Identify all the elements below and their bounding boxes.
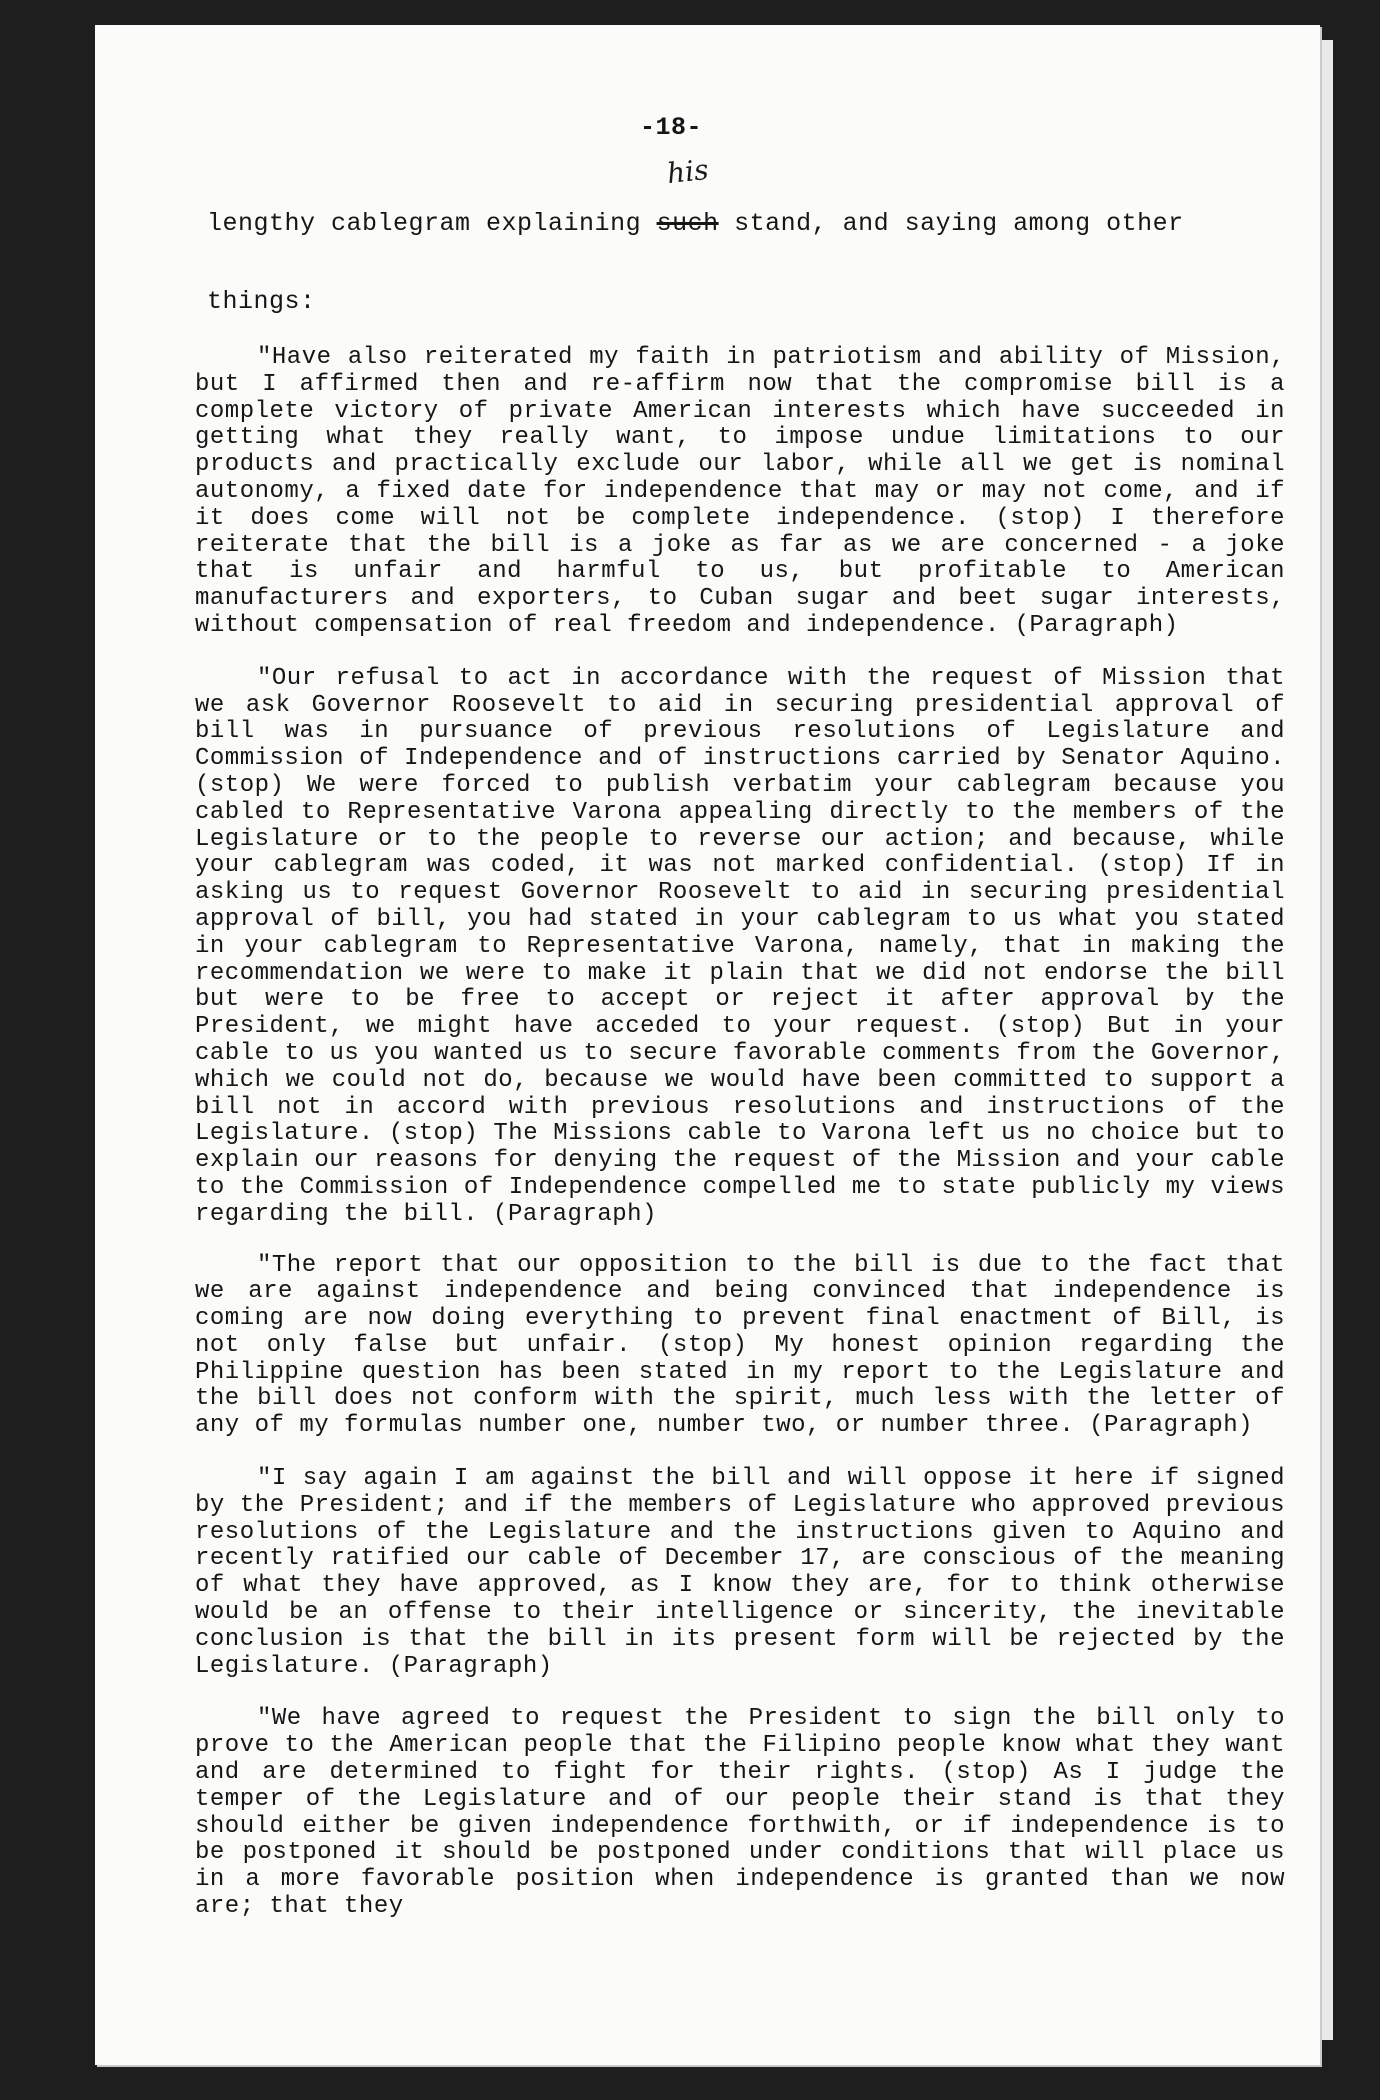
page-number: -18- xyxy=(640,113,703,142)
handwritten-correction: his xyxy=(665,152,710,191)
paragraph-1: "Have also reiterated my faith in patriotism and ability of Mission, but I affirmed then and re-affirm now that the compromise bill is a complete victory of private American interests which have succeeded in getting what they really want, to impose undue limitations to our products and practically exclude our labor, while all we get is nominal autonomy, a fixed date for independence that may or may not come, and if it does come will not be complete independence. (stop) I therefore reiterate that the bill is a joke as far as we are concerned - a joke that is unfair and harmful to us, but profitable to American manufacturers and exporters, to Cuban sugar and beet sugar interests, without compensation of real freedom and independence. (Paragraph) xyxy=(195,344,1285,639)
struck-word: such xyxy=(656,209,719,238)
intro-last-line: things: xyxy=(207,287,316,316)
opening-lines xyxy=(207,185,1287,341)
paragraph-4: "I say again I am against the bill and will oppose it here if signed by the President; and if the members of Legislature who approved previous resolutions of the Legislature and the instructions given to Aquino and recently ratified our cable of December 17, are conscious of the meaning of what they have approved, as I know they are, for to think otherwise would be an offense to their intelligence or sincerity, the inevitable conclusion is that the bill in its present form will be rejected by the Legislature. (Paragraph) xyxy=(195,1465,1285,1680)
document-sheet xyxy=(95,25,1320,2065)
intro-text-end: stand, and saying among other xyxy=(718,209,1184,238)
paragraph-3: "The report that our opposition to the bill is due to the fact that we are against independence and being convinced that independence is coming are now doing everything to prevent final enactment of Bill, is not only false but unfair. (stop) My honest opinion regarding the Philippine question has been stated in my report to the Legislature and the bill does not conform with the spirit, much less with the letter of any of my formulas number one, number two, or number three. (Paragraph) xyxy=(195,1251,1285,1440)
paragraph-2: "Our refusal to act in accordance with the request of Mission that we ask Governor Roosevelt to aid in securing presidential approval of bill was in pursuance of previous resolutions of Legislature and Commission of Independence and of instructions carried by Senator Aquino. (stop) We were forced to publish verbatim your cablegram because you cabled to Representative Varona appealing directly to the members of the Legislature or to the people to reverse our action; and because, while your cablegram was coded, it was not marked confidential. (stop) If in asking us to request Governor Roosevelt to aid in securing presidential approval of bill, you had stated in your cablegram to us what you stated in your cablegram to Representative Varona, namely, that in making the recommendation we were to make it plain that we did not endorse the bill but were to be free to accept or reject it after approval by the President, we might have acceded to your request. (stop) But in your cable to us you wanted us to secure favorable comments from the Governor, which we could not do, because we would have been committed to support a bill not in accord with previous resolutions and instructions of the Legislature. (stop) The Missions cable to Varona left us no choice but to explain our reasons for denying the request of the Mission and your cable to the Commission of Independence compelled me to state publicly my views regarding the bill. (Paragraph) xyxy=(195,664,1285,1228)
paragraph-5: "We have agreed to request the President to sign the bill only to prove to the American people that the Filipino people know what they want and are determined to fight for their rights. (stop) As I judge the temper of the Legislature and of our people their stand is that they should either be given independence forthwith, or if independence is to be postponed it should be postponed under conditions that will place us in a more favorable position when independence is granted than we now are; that they xyxy=(195,1705,1285,1921)
intro-text-start: lengthy cablegram explaining xyxy=(207,209,657,238)
cablegram-quotation xyxy=(195,345,1285,1947)
